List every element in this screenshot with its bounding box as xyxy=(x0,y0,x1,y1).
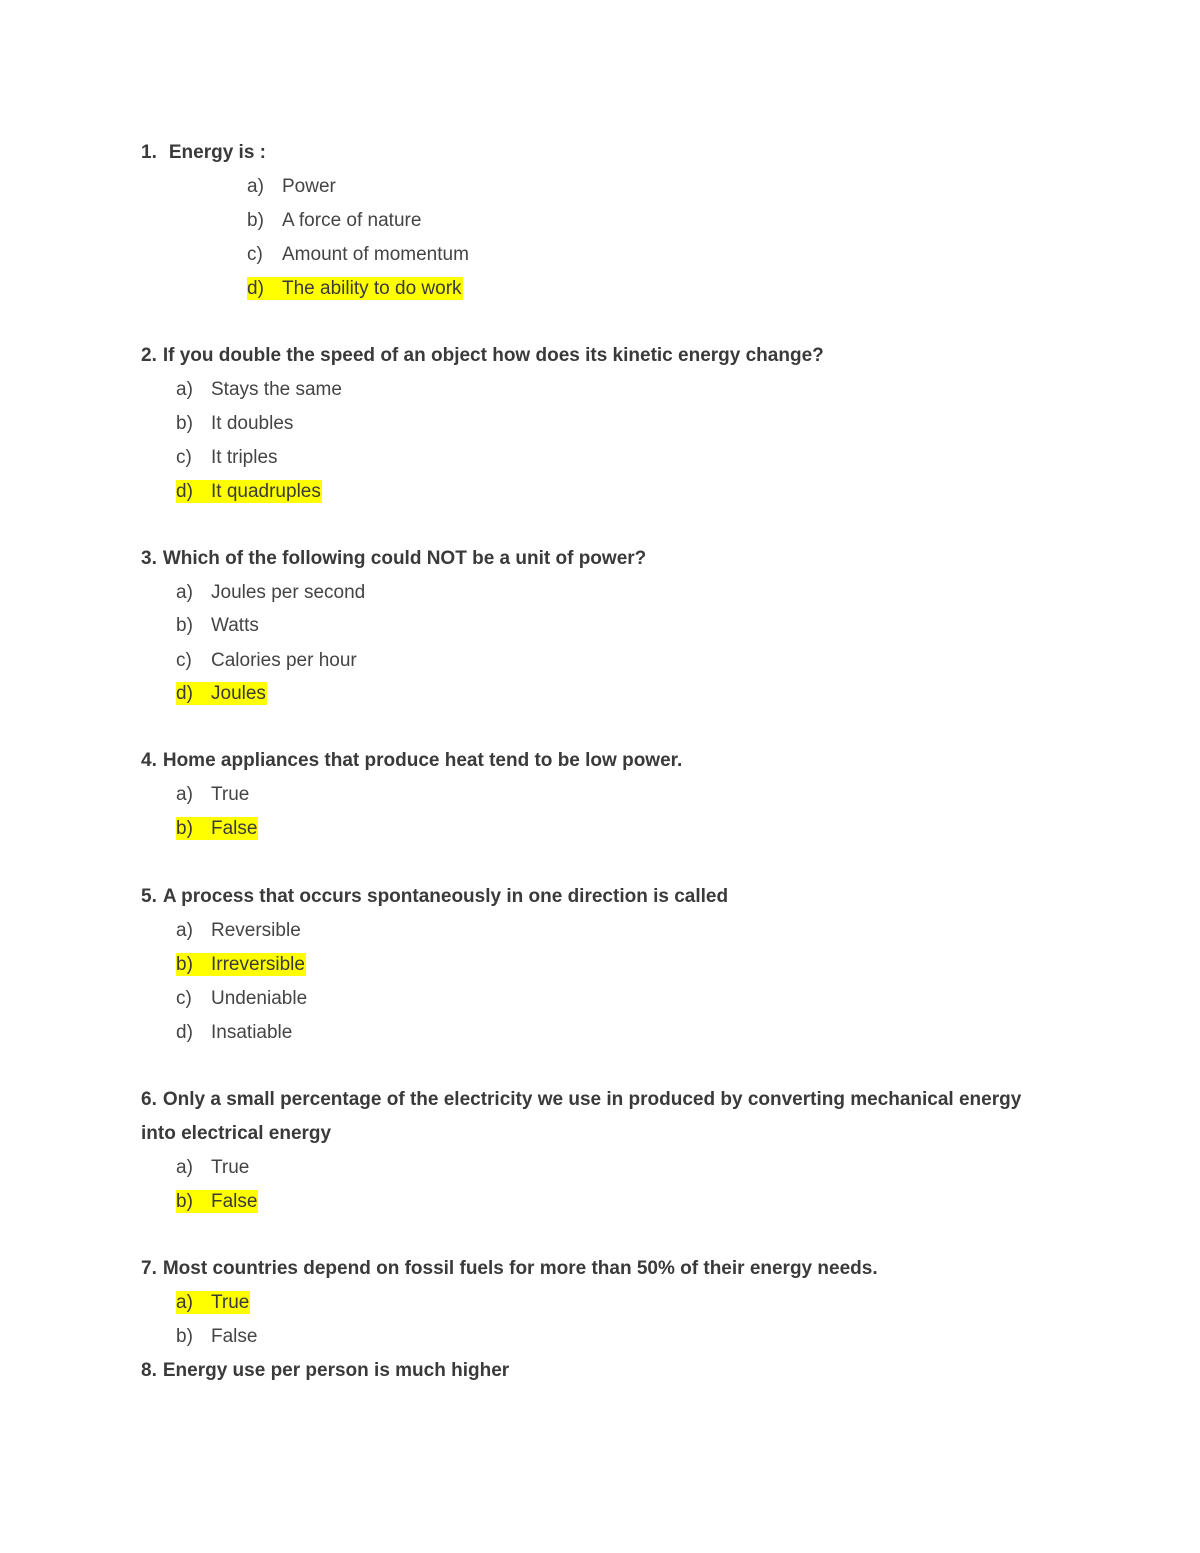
option-text: Watts xyxy=(211,615,259,636)
option-text: Stays the same xyxy=(211,379,342,400)
question-text: A process that occurs spontaneously in one direction is called xyxy=(162,886,729,907)
option-text: Calories per hour xyxy=(211,650,357,671)
option-text: False xyxy=(211,1191,258,1212)
question-1 xyxy=(141,136,1061,170)
option-text: Joules per second xyxy=(211,582,366,603)
question-number: 8. xyxy=(141,1360,157,1381)
option-letter: a) xyxy=(176,1292,193,1313)
option-text: It quadruples xyxy=(211,481,321,502)
option-text: It triples xyxy=(211,447,278,468)
question-3-option-a xyxy=(176,576,366,610)
question-2-option-b xyxy=(176,407,294,441)
option-text: A force of nature xyxy=(282,210,422,231)
question-text: Home appliances that produce heat tend to be low power. xyxy=(162,750,683,771)
option-letter: a) xyxy=(176,920,193,941)
question-5-option-c xyxy=(176,982,308,1016)
question-7-option-b xyxy=(176,1320,258,1354)
question-text: Energy is : xyxy=(168,142,267,163)
option-letter: d) xyxy=(176,1022,193,1043)
option-letter: a) xyxy=(176,582,193,603)
question-text: Only a small percentage of the electricity we use in produced by converting mechanical energy into electrical energy xyxy=(141,1089,1022,1144)
option-letter: a) xyxy=(247,176,264,197)
option-text: Joules xyxy=(211,683,266,704)
option-text: Irreversible xyxy=(211,954,305,975)
question-text: If you double the speed of an object how does its kinetic energy change? xyxy=(162,345,824,366)
option-letter: b) xyxy=(176,413,193,434)
question-2 xyxy=(141,339,1061,373)
option-letter: d) xyxy=(247,278,264,299)
question-text: Which of the following could NOT be a unit of power? xyxy=(162,548,647,569)
option-text: Undeniable xyxy=(211,988,308,1009)
question-number: 3. xyxy=(141,548,157,569)
option-letter: a) xyxy=(176,784,193,805)
option-letter: b) xyxy=(176,1326,193,1347)
option-letter: c) xyxy=(176,650,192,671)
question-7-option-a-highlighted xyxy=(176,1286,250,1320)
option-text: False xyxy=(211,818,258,839)
option-text: False xyxy=(211,1326,258,1347)
question-6-option-b-highlighted xyxy=(176,1185,258,1219)
question-text: Most countries depend on fossil fuels for more than 50% of their energy needs. xyxy=(162,1258,878,1279)
option-letter: a) xyxy=(176,379,193,400)
question-1-option-b xyxy=(247,204,422,238)
option-text: The ability to do work xyxy=(282,278,462,299)
option-letter: b) xyxy=(176,615,193,636)
question-6 xyxy=(141,1083,1061,1151)
option-letter: c) xyxy=(176,988,192,1009)
question-3-option-c xyxy=(176,644,358,678)
option-text: True xyxy=(211,784,250,805)
option-text: Reversible xyxy=(211,920,301,941)
question-3-option-b xyxy=(176,609,260,643)
option-text: True xyxy=(211,1157,250,1178)
question-4-option-b-highlighted xyxy=(176,812,258,846)
question-8 xyxy=(141,1354,1061,1388)
option-text: True xyxy=(211,1292,250,1313)
option-letter: d) xyxy=(176,481,193,502)
question-number: 5. xyxy=(141,886,157,907)
question-number: 6. xyxy=(141,1089,157,1110)
question-number: 1. xyxy=(141,142,157,163)
option-letter: a) xyxy=(176,1157,193,1178)
option-text: It doubles xyxy=(211,413,294,434)
question-5 xyxy=(141,880,1061,914)
question-number: 4. xyxy=(141,750,157,771)
question-4 xyxy=(141,744,1061,778)
question-2-option-d-highlighted xyxy=(176,475,322,509)
question-1-option-d-highlighted xyxy=(247,272,463,306)
question-2-option-a xyxy=(176,373,343,407)
option-letter: b) xyxy=(247,210,264,231)
question-number: 7. xyxy=(141,1258,157,1279)
option-letter: b) xyxy=(176,954,193,975)
question-5-option-b-highlighted xyxy=(176,948,306,982)
question-6-option-a xyxy=(176,1151,250,1185)
question-number: 2. xyxy=(141,345,157,366)
question-7 xyxy=(141,1252,1061,1286)
question-1-option-c xyxy=(247,238,470,272)
option-letter: b) xyxy=(176,1191,193,1212)
question-4-option-a xyxy=(176,778,250,812)
option-letter: d) xyxy=(176,683,193,704)
option-text: Insatiable xyxy=(211,1022,293,1043)
question-2-option-c xyxy=(176,441,279,475)
option-text: Power xyxy=(282,176,336,197)
question-1-option-a xyxy=(247,170,337,204)
option-letter: c) xyxy=(176,447,192,468)
question-3-option-d-highlighted xyxy=(176,677,267,711)
option-letter: c) xyxy=(247,244,263,265)
question-5-option-a xyxy=(176,914,302,948)
question-3 xyxy=(141,542,1061,576)
question-5-option-d xyxy=(176,1016,293,1050)
option-letter: b) xyxy=(176,818,193,839)
option-text: Amount of momentum xyxy=(282,244,469,265)
question-text: Energy use per person is much higher xyxy=(162,1360,510,1381)
